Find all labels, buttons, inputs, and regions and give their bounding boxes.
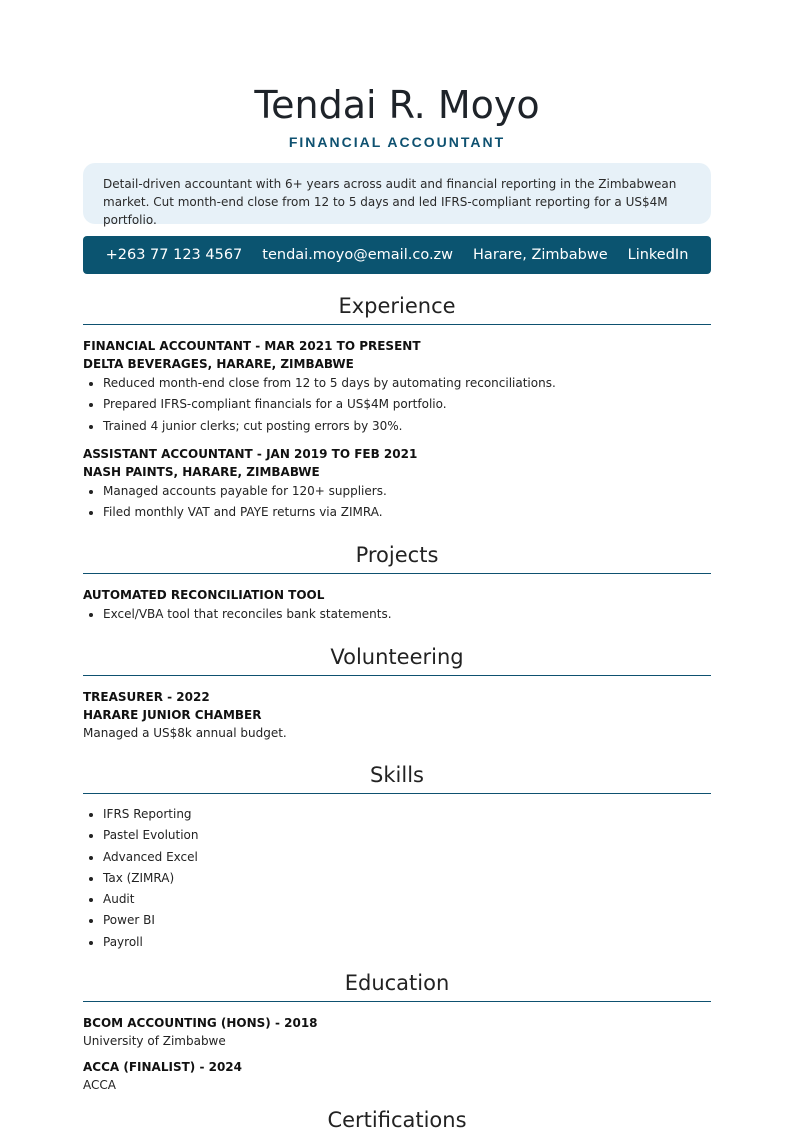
skill-item: • Pastel Evolution bbox=[103, 825, 711, 846]
list-item: • Trained 4 junior clerks; cut posting errors by 30%. bbox=[103, 416, 711, 437]
education-school: ACCA bbox=[83, 1078, 116, 1092]
section-title-experience: Experience bbox=[338, 294, 456, 318]
project-title: AUTOMATED RECONCILIATION TOOL bbox=[83, 588, 325, 602]
project-bullets bbox=[83, 604, 711, 625]
contact-bar bbox=[83, 236, 711, 274]
education-entry bbox=[83, 1014, 711, 1050]
experience-company: DELTA BEVERAGES, HARARE, ZIMBABWE bbox=[83, 357, 354, 371]
section-title-certifications: Certifications bbox=[327, 1108, 467, 1132]
skill-item: • Power BI bbox=[103, 910, 711, 931]
skill-item: • Advanced Excel bbox=[103, 847, 711, 868]
contact-email[interactable]: tendai.moyo@email.co.zw bbox=[262, 247, 454, 263]
section-divider bbox=[83, 573, 711, 574]
experience-bullets bbox=[83, 481, 711, 524]
candidate-name: Tendai R. Moyo bbox=[254, 83, 540, 127]
list-item: • Prepared IFRS-compliant financials for a US$4M portfolio. bbox=[103, 394, 711, 415]
skill-item: • Payroll bbox=[103, 932, 711, 953]
section-title-education: Education bbox=[344, 971, 450, 995]
experience-entry bbox=[83, 337, 711, 437]
contact-linkedin-link[interactable]: LinkedIn bbox=[627, 247, 689, 263]
education-degree: BCOM ACCOUNTING (HONS) - 2018 bbox=[83, 1016, 318, 1030]
list-item: • Reduced month-end close from 12 to 5 days by automating reconciliations. bbox=[103, 373, 711, 394]
section-title-skills: Skills bbox=[370, 763, 424, 787]
volunteering-description: Managed a US$8k annual budget. bbox=[83, 726, 287, 740]
education-entry bbox=[83, 1058, 711, 1094]
experience-title: ASSISTANT ACCOUNTANT - JAN 2019 TO FEB 2021 bbox=[83, 447, 418, 461]
volunteering-entry bbox=[83, 688, 711, 742]
contact-phone[interactable]: +263 77 123 4567 bbox=[105, 247, 243, 263]
list-item: • Managed accounts payable for 120+ suppliers. bbox=[103, 481, 711, 502]
list-item: • Filed monthly VAT and PAYE returns via ZIMRA. bbox=[103, 502, 711, 523]
skill-item: • Audit bbox=[103, 889, 711, 910]
contact-location: Harare, Zimbabwe bbox=[473, 247, 608, 263]
skill-item: • IFRS Reporting bbox=[103, 804, 711, 825]
experience-company: NASH PAINTS, HARARE, ZIMBABWE bbox=[83, 465, 320, 479]
project-entry bbox=[83, 586, 711, 625]
section-divider bbox=[83, 324, 711, 325]
section-divider bbox=[83, 793, 711, 794]
job-title: FINANCIAL ACCOUNTANT bbox=[288, 134, 506, 150]
section-title-projects: Projects bbox=[355, 543, 439, 567]
summary-box: Detail-driven accountant with 6+ years across audit and financial reporting in the Zimbabwean market. Cut month-end close from 12 to 5 days and led IFRS-compliant reporting for a US$4M portfolio. bbox=[83, 163, 711, 224]
volunteering-org: HARARE JUNIOR CHAMBER bbox=[83, 708, 262, 722]
education-degree: ACCA (FINALIST) - 2024 bbox=[83, 1060, 242, 1074]
experience-bullets bbox=[83, 373, 711, 437]
skills-list bbox=[83, 804, 711, 953]
section-title-volunteering: Volunteering bbox=[330, 645, 464, 669]
volunteering-title: TREASURER - 2022 bbox=[83, 690, 210, 704]
section-divider bbox=[83, 1001, 711, 1002]
experience-entry bbox=[83, 445, 711, 524]
experience-title: FINANCIAL ACCOUNTANT - MAR 2021 TO PRESENT bbox=[83, 339, 421, 353]
list-item: • Excel/VBA tool that reconciles bank statements. bbox=[103, 604, 711, 625]
education-school: University of Zimbabwe bbox=[83, 1034, 226, 1048]
skill-item: • Tax (ZIMRA) bbox=[103, 868, 711, 889]
section-divider bbox=[83, 675, 711, 676]
